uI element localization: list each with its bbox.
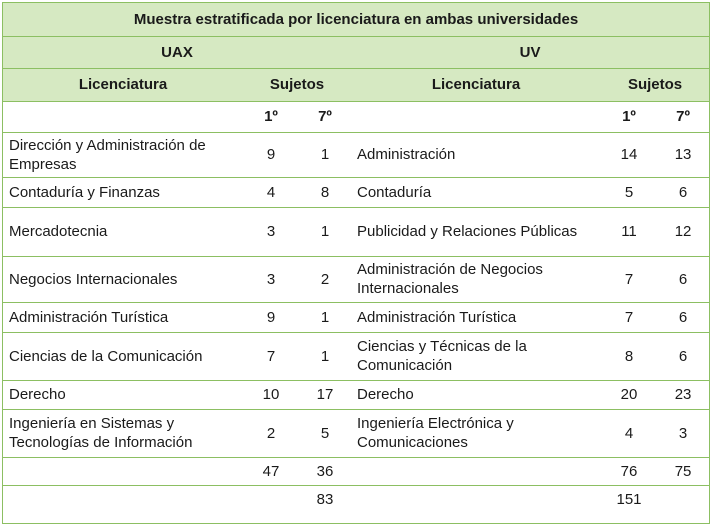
right-sem1-count: 4 <box>601 409 657 457</box>
left-sem1-count: 3 <box>243 256 299 302</box>
right-program: Contaduría <box>351 177 601 207</box>
header-licenciatura-left: Licenciatura <box>3 68 243 101</box>
table-row <box>3 132 709 177</box>
right-program: Ingeniería Electrónica y Comunicaciones <box>351 409 601 457</box>
left-sem1-count: 9 <box>243 302 299 332</box>
header-sujetos-right: Sujetos <box>601 68 709 101</box>
table-row <box>3 177 709 207</box>
table-row <box>3 256 709 302</box>
right-sem7-count: 12 <box>657 207 709 256</box>
semester-header-row <box>3 101 709 132</box>
header-sujetos-left: Sujetos <box>243 68 351 101</box>
left-sem7-total: 36 <box>299 457 351 485</box>
stratified-sample-table-frame <box>2 2 710 524</box>
left-sem7-count: 1 <box>299 132 351 177</box>
left-sem7-count: 17 <box>299 380 351 409</box>
left-sem7-count: 2 <box>299 256 351 302</box>
table-row <box>3 207 709 256</box>
university-row <box>3 36 709 68</box>
right-sem1-count: 20 <box>601 380 657 409</box>
empty-cell <box>3 485 243 513</box>
right-sem1-count: 7 <box>601 302 657 332</box>
left-grand-total: 83 <box>316 490 334 508</box>
totals-row <box>3 457 709 485</box>
table-row <box>3 380 709 409</box>
right-sem7-count: 23 <box>657 380 709 409</box>
table-row <box>3 302 709 332</box>
stratified-sample-table <box>3 3 709 513</box>
header-licenciatura-right: Licenciatura <box>351 68 601 101</box>
right-sem7-count: 3 <box>657 409 709 457</box>
left-program: Mercadotecnia <box>3 207 243 256</box>
column-header-row <box>3 68 709 101</box>
grand-totals-row <box>3 485 709 513</box>
table-row <box>3 332 709 380</box>
left-sem1-total: 47 <box>243 457 299 485</box>
right-program: Publicidad y Relaciones Públicas <box>351 207 601 256</box>
left-sem1-count: 2 <box>243 409 299 457</box>
left-sem7-count: 1 <box>299 302 351 332</box>
semester-1-right: 1º <box>601 101 657 132</box>
empty-cell <box>3 457 243 485</box>
left-program: Negocios Internacionales <box>3 256 243 302</box>
left-sem1-count: 3 <box>243 207 299 256</box>
left-sem1-count: 10 <box>243 380 299 409</box>
right-sem1-count: 14 <box>601 132 657 177</box>
left-program: Dirección y Administración de Empresas <box>3 132 243 177</box>
left-sem7-count: 8 <box>299 177 351 207</box>
right-sem1-count: 7 <box>601 256 657 302</box>
right-sem7-count: 13 <box>657 132 709 177</box>
left-sem1-count: 7 <box>243 332 299 380</box>
right-sem7-count: 6 <box>657 332 709 380</box>
semester-7-right: 7º <box>657 101 709 132</box>
empty-cell <box>351 101 601 132</box>
table-row <box>3 409 709 457</box>
left-program: Ciencias de la Comunicación <box>3 332 243 380</box>
left-program: Derecho <box>3 380 243 409</box>
right-program: Derecho <box>351 380 601 409</box>
left-sem1-count: 4 <box>243 177 299 207</box>
left-sem7-count: 5 <box>299 409 351 457</box>
right-sem7-count: 6 <box>657 302 709 332</box>
empty-cell <box>3 101 243 132</box>
right-sem1-total: 76 <box>601 457 657 485</box>
left-program: Ingeniería en Sistemas y Tecnologías de Información <box>3 409 243 457</box>
right-program: Ciencias y Técnicas de la Comunicación <box>351 332 601 380</box>
right-sem7-total: 75 <box>657 457 709 485</box>
right-program: Administración <box>351 132 601 177</box>
right-program: Administración de Negocios Internacionales <box>351 256 601 302</box>
left-sem7-count: 1 <box>299 332 351 380</box>
right-sem7-count: 6 <box>657 256 709 302</box>
table-title: Muestra estratificada por licenciatura en ambas universidades <box>3 3 709 36</box>
right-sem1-count: 8 <box>601 332 657 380</box>
left-sem7-count: 1 <box>299 207 351 256</box>
right-sem7-count: 6 <box>657 177 709 207</box>
left-program: Contaduría y Finanzas <box>3 177 243 207</box>
empty-cell <box>243 485 299 513</box>
left-sem1-count: 9 <box>243 132 299 177</box>
empty-cell <box>657 485 709 513</box>
empty-cell <box>351 485 601 513</box>
right-sem1-count: 11 <box>601 207 657 256</box>
right-program: Administración Turística <box>351 302 601 332</box>
left-program: Administración Turística <box>3 302 243 332</box>
title-row <box>3 3 709 36</box>
university-uv: UV <box>351 36 709 68</box>
right-grand-total: 151 <box>616 490 642 508</box>
semester-1-left: 1º <box>243 101 299 132</box>
university-uax: UAX <box>3 36 351 68</box>
empty-cell <box>351 457 601 485</box>
semester-7-left: 7º <box>299 101 351 132</box>
right-sem1-count: 5 <box>601 177 657 207</box>
